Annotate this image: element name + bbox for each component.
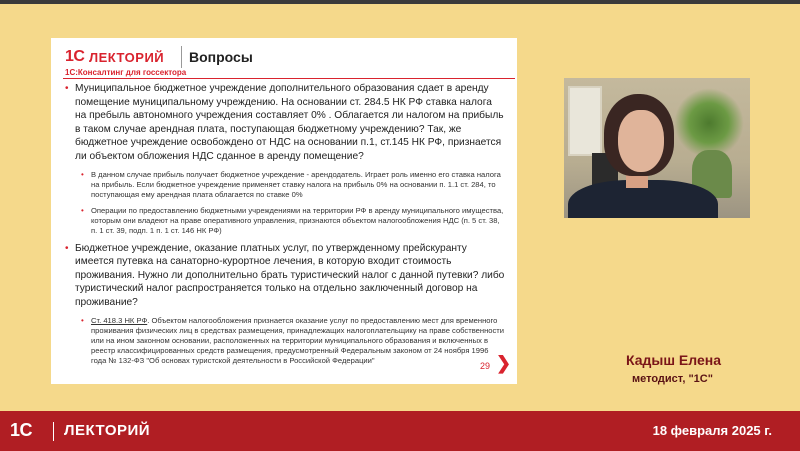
webcam-window xyxy=(568,86,602,156)
answer-3 xyxy=(73,316,505,366)
speaker-webcam xyxy=(564,78,750,218)
footer-divider xyxy=(53,422,54,441)
question-2-text: Бюджетное учреждение, оказание платных услуг, по утвержденному прейскуранту имеется путевка на санаторно-курортное лечения, в которую входит стоимость проживания. Нужно ли дополнительно брать туристический налог с данной путевки? либо туристический налог распространяется только на отдельно заключенный договор на проживание? xyxy=(75,242,505,308)
slide-subtitle: 1С:Консалтинг для госсектора xyxy=(65,68,187,77)
header-divider xyxy=(181,46,182,68)
bullet-icon: • xyxy=(81,169,84,179)
bullet-icon: • xyxy=(81,205,84,215)
answer-1 xyxy=(73,170,505,200)
footer-date: 18 февраля 2025 г. xyxy=(652,423,772,438)
footer-bar xyxy=(0,411,800,451)
speaker-name: Кадыш Елена xyxy=(626,352,721,368)
footer-logo-1c: 1С xyxy=(10,420,33,440)
slide-logo-1c: 1С xyxy=(65,48,85,65)
slide-header xyxy=(51,38,517,80)
question-1-text: Муниципальное бюджетное учреждение дополнительного образования сдает в аренду помещение муниципальному учреждению. На основании ст. 284.5 НК РФ ставка налога на пребыль автономного учреждения составляет 0% . Облагается ли налогом на прибыль в таком случае арендная плата, поступающая бюджетному учреждению? Так, же бюджетное учреждение освобождено от НДС на основании п.1, ст.145 НК РФ, признается ли объектом обложения НДС сданное в аренду помещение? xyxy=(75,83,504,162)
law-reference-link[interactable]: Ст. 418.3 НК РФ xyxy=(91,315,148,325)
question-2 xyxy=(65,242,505,310)
slide-logo-lektoriy: ЛЕКТОРИЙ xyxy=(89,50,165,65)
answer-2 xyxy=(73,206,505,236)
bullet-icon: • xyxy=(65,83,69,94)
header-underline xyxy=(63,78,515,79)
question-1 xyxy=(65,82,505,164)
bullet-icon: • xyxy=(65,242,69,254)
answer-3-text: . Объектом налогообложения признается оказание услуг по предоставлению мест для временного проживания физических лиц в средствах размещения, принадлежащих налогоплательщику на праве собственности или на ином законном основании, расположенных на территории муниципального образования и включенных в реестр классифицированных средств размещения, предусмотренный Федеральным законом от 24 ноября 1996 года № 132-ФЗ "Об основах туристской деятельности в Российской Федерации" xyxy=(91,315,505,365)
next-slide-icon[interactable]: ❯ xyxy=(496,353,512,373)
top-strip xyxy=(0,0,800,4)
presentation-slide xyxy=(51,38,517,384)
webcam-plant xyxy=(674,88,744,158)
answer-1-text: В данном случае прибыль получает бюджетное учреждение - арендодатель. Играет роль именно его ставка налога на прибыль. Если бюджетное учреждение применяет ставку налога на прибыль 0% на основании п. 1.1 ст. 284, то поступающая ему арендная плата облагается по ставке 0% xyxy=(91,169,501,199)
answer-2-text: Операции по предоставлению бюджетными учреждениями на территории РФ в аренду муниципального имущества, которым они владеют на праве оперативного управления, признаются объектом налогообложения НДС (п. 5 ст. 38, п. 1 ст. 39, подп. 1 п. 1 ст. 146 НК РФ) xyxy=(91,205,504,235)
slide-content xyxy=(65,82,505,366)
bullet-icon: • xyxy=(81,315,84,325)
footer-logo-lektoriy: ЛЕКТОРИЙ xyxy=(64,422,151,439)
speaker-role: методист, "1С" xyxy=(632,373,713,385)
slide-page-number: 29 xyxy=(480,361,491,371)
webcam-person-face xyxy=(618,110,664,172)
slide-title: Вопросы xyxy=(189,49,253,65)
